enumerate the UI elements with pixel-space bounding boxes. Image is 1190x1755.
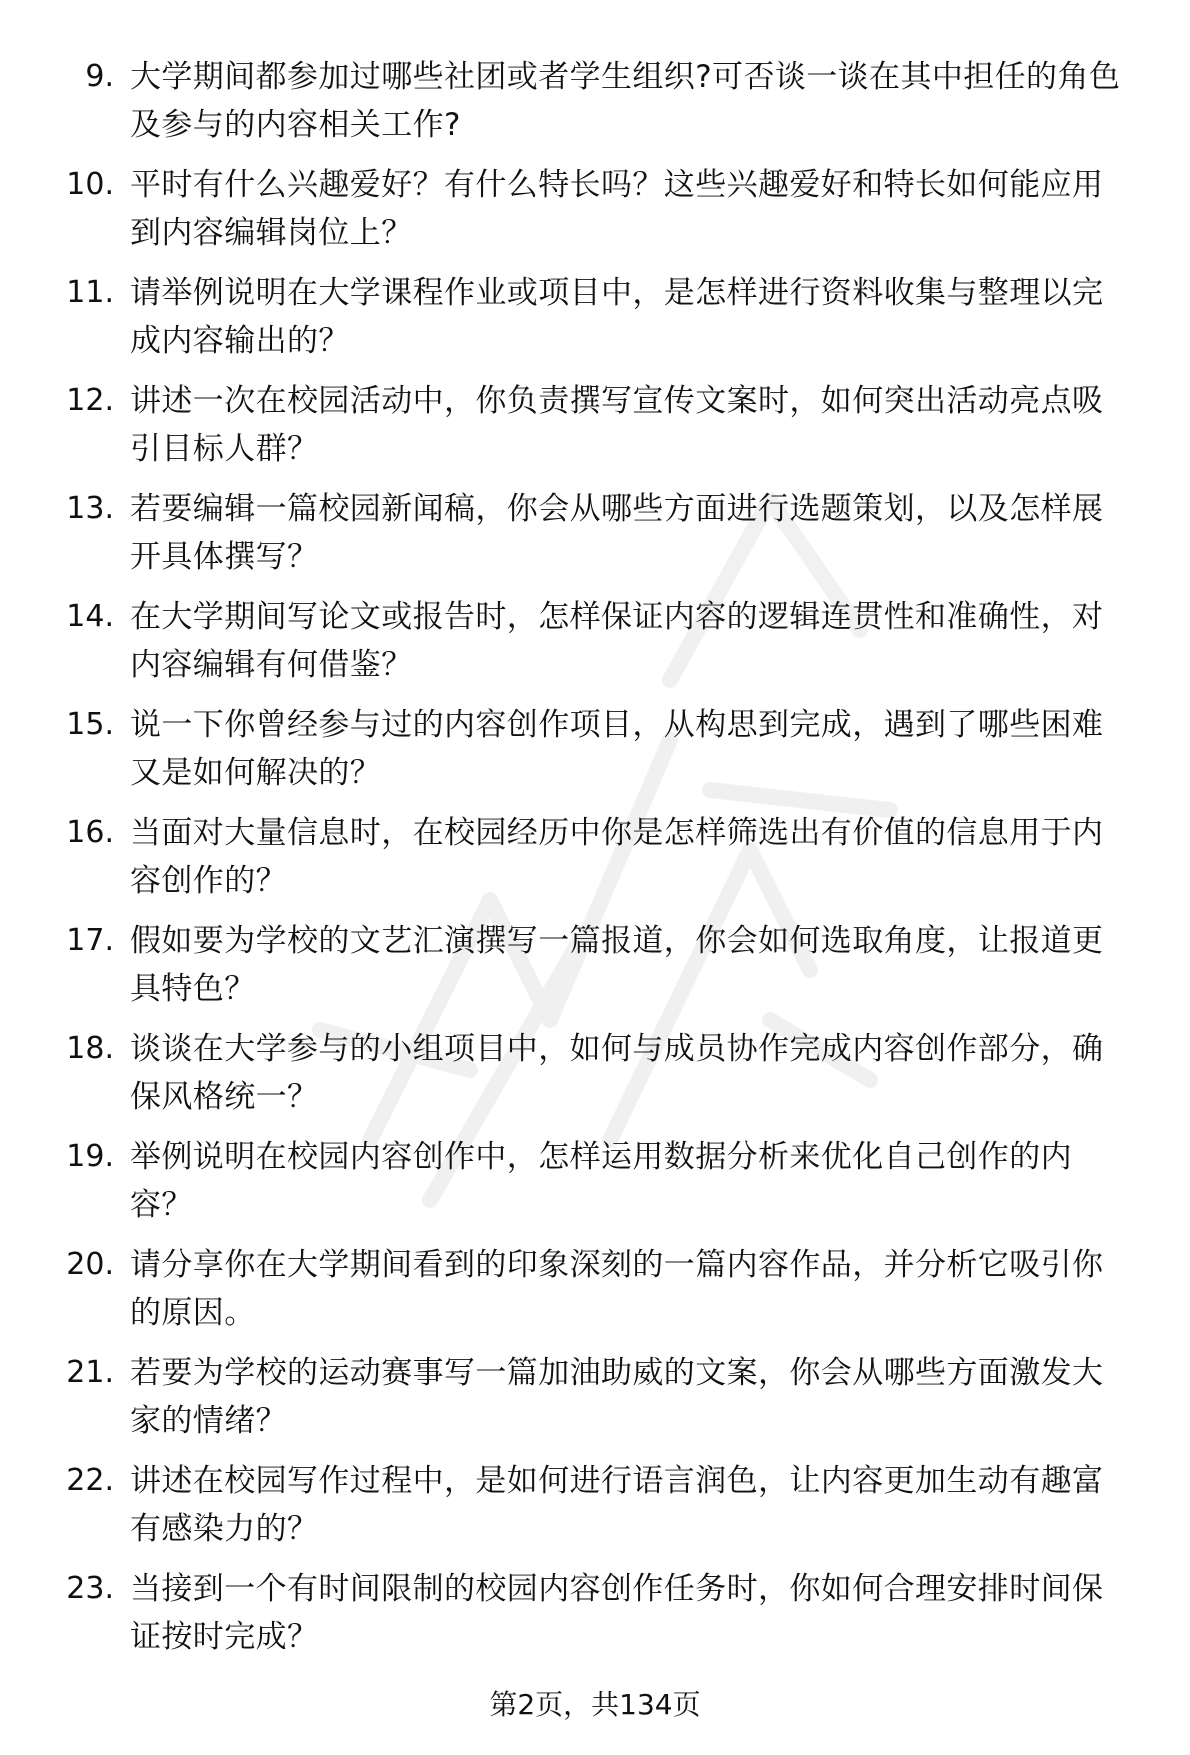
question-text: 大学期间都参加过哪些社团或者学生组织?可否谈一谈在其中担任的角色及参与的内容相关工作? bbox=[130, 59, 1121, 143]
question-item bbox=[56, 809, 1146, 917]
question-text: 假如要为学校的文艺汇演撰写一篇报道，你会如何选取角度，让报道更具特色？ bbox=[130, 923, 1104, 1007]
question-number: 18. bbox=[66, 1031, 114, 1066]
question-item bbox=[56, 377, 1146, 485]
question-text: 在大学期间写论文或报告时，怎样保证内容的逻辑连贯性和准确性，对内容编辑有何借鉴？ bbox=[130, 599, 1104, 683]
question-item bbox=[56, 701, 1146, 809]
question-number: 19. bbox=[66, 1139, 114, 1174]
question-text: 当接到一个有时间限制的校园内容创作任务时，你如何合理安排时间保证按时完成？ bbox=[130, 1571, 1104, 1655]
question-number: 16. bbox=[66, 815, 114, 850]
question-number: 9. bbox=[85, 59, 114, 94]
question-text: 谈谈在大学参与的小组项目中，如何与成员协作完成内容创作部分，确保风格统一？ bbox=[130, 1031, 1104, 1115]
page-footer: 第2页，共134页 bbox=[489, 1688, 701, 1721]
question-text: 当面对大量信息时，在校园经历中你是怎样筛选出有价值的信息用于内容创作的？ bbox=[130, 815, 1104, 899]
question-item bbox=[56, 1025, 1146, 1133]
question-number: 13. bbox=[66, 491, 114, 526]
question-text: 说一下你曾经参与过的内容创作项目，从构思到完成，遇到了哪些困难又是如何解决的？ bbox=[130, 707, 1104, 791]
question-item bbox=[56, 485, 1146, 593]
question-text: 讲述在校园写作过程中，是如何进行语言润色，让内容更加生动有趣富有感染力的？ bbox=[130, 1463, 1104, 1547]
question-number: 17. bbox=[66, 923, 114, 958]
question-number: 22. bbox=[66, 1463, 114, 1498]
question-number: 10. bbox=[66, 167, 114, 202]
question-number: 11. bbox=[66, 275, 114, 310]
question-item bbox=[56, 1457, 1146, 1565]
question-text: 请举例说明在大学课程作业或项目中，是怎样进行资料收集与整理以完成内容输出的？ bbox=[130, 275, 1104, 359]
question-item bbox=[56, 1349, 1146, 1457]
question-item bbox=[56, 161, 1146, 269]
question-number: 15. bbox=[66, 707, 114, 742]
question-item bbox=[56, 53, 1146, 161]
question-list bbox=[56, 53, 1146, 1673]
question-number: 12. bbox=[66, 383, 114, 418]
question-text: 举例说明在校园内容创作中，怎样运用数据分析来优化自己创作的内容？ bbox=[130, 1139, 1072, 1223]
question-text: 若要为学校的运动赛事写一篇加油助威的文案，你会从哪些方面激发大家的情绪？ bbox=[130, 1355, 1104, 1439]
question-item bbox=[56, 593, 1146, 701]
question-text: 请分享你在大学期间看到的印象深刻的一篇内容作品，并分析它吸引你的原因。 bbox=[130, 1247, 1104, 1331]
question-text: 若要编辑一篇校园新闻稿，你会从哪些方面进行选题策划，以及怎样展开具体撰写？ bbox=[130, 491, 1104, 575]
question-item bbox=[56, 917, 1146, 1025]
question-number: 23. bbox=[66, 1571, 114, 1606]
question-item bbox=[56, 1241, 1146, 1349]
question-number: 21. bbox=[66, 1355, 114, 1390]
question-number: 20. bbox=[66, 1247, 114, 1282]
question-item bbox=[56, 1565, 1146, 1673]
question-number: 14. bbox=[66, 599, 114, 634]
question-text: 讲述一次在校园活动中，你负责撰写宣传文案时，如何突出活动亮点吸引目标人群？ bbox=[130, 383, 1104, 467]
question-text: 平时有什么兴趣爱好？有什么特长吗？这些兴趣爱好和特长如何能应用到内容编辑岗位上？ bbox=[130, 167, 1104, 251]
question-item bbox=[56, 1133, 1146, 1241]
question-item bbox=[56, 269, 1146, 377]
